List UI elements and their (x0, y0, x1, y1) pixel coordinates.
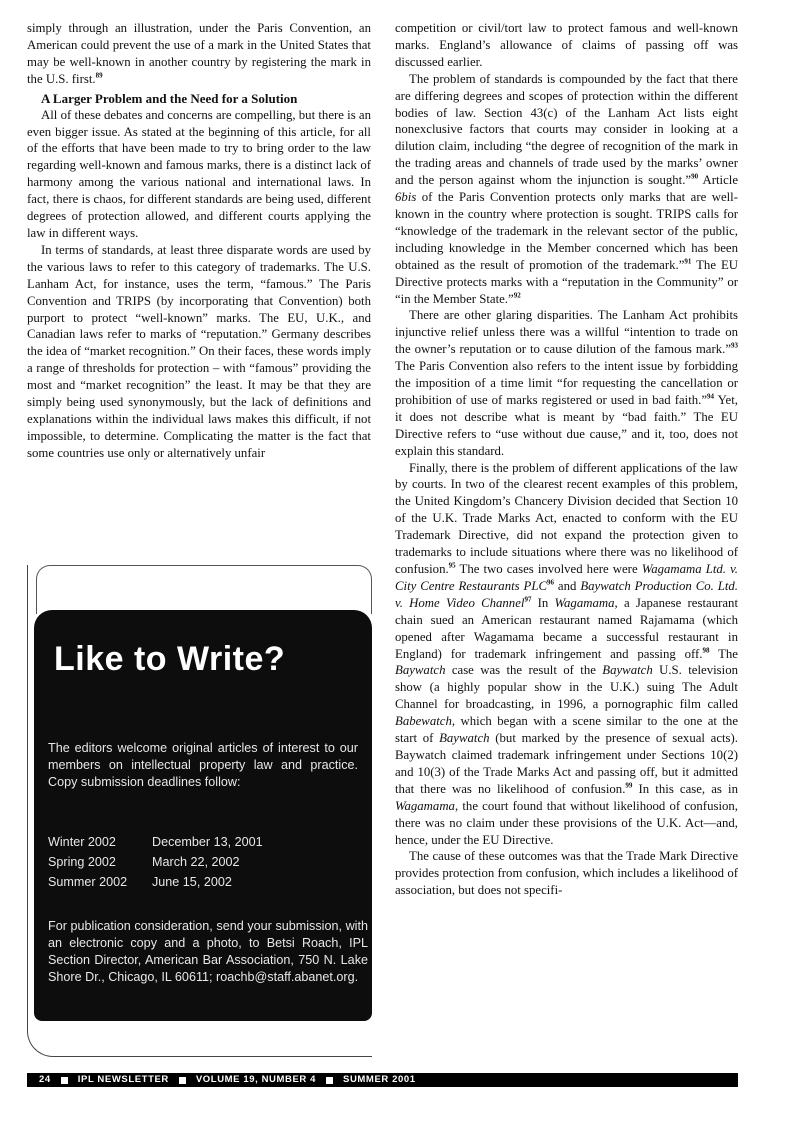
body-paragraph: In terms of standards, at least three disparate words are used by the various laws to refer to this category of trademarks. The U.S. Lanham Act, for instance, uses the term, “famous.” The Paris Convention and TRIPS (by incorporating that Convention) both purport to protect “well-known” marks. The EU, U.K., and Canadian laws refer to marks of “reputation.” Germany describes the idea of “market recognition.” On their faces, these words imply a range of thresholds for protection – with “famous” providing the most and “market recognition” the least. It may be that they are simply being used synonymously, but the lack of definitions and explanations within the individual laws makes this difficult, if not impossible, to determine. Complicating the matter is the fact that some countries use only or alternatively unfair (27, 242, 371, 460)
footnote-ref: 90 (691, 172, 699, 181)
section-heading: A Larger Problem and the Need for a Solution (41, 90, 298, 106)
call-for-articles-panel (34, 610, 372, 1021)
left-column (27, 20, 371, 462)
deadline-date: June 15, 2002 (152, 875, 232, 889)
deadline-row (48, 872, 348, 892)
footnote-ref: 95 (448, 561, 456, 570)
body-paragraph: There are other glaring disparities. The Lanham Act prohibits injunctive relief unless there was a willful “intention to trade on the owner’s reputation or to cause dilution of the famous mark.”$^{93}$ The Paris Convention also refers to the intent issue by forbidding the imposition of a time limit “for requesting the cancellation or prohibition of use of marks registered or used in bad faith.”$^{94}$ Yet, it does not describe what is meant by “bad faith.” The EU Directive refers to “use without due cause,” and it, too, does not explain this standard. (395, 308, 738, 458)
ad-submission-info: For publication consideration, send your submission, with an electronic copy and a photo, to Betsi Roach, IPL Section Director, American Bar Association, 750 N. Lake Shore Dr., Chicago, IL 60611; roachb@staff.abanet.org. (48, 919, 368, 984)
footnote-ref: 89 (95, 71, 103, 80)
page-number: 24 (39, 1074, 51, 1085)
ad-intro: The editors welcome original articles of interest to our members on intellectual property law and practice. Copy submission deadlines follow: (48, 741, 358, 789)
deadline-season: Spring 2002 (48, 855, 116, 869)
body-paragraph: The cause of these outcomes was that the Trade Mark Directive provides protection from confusion, which includes a likelihood of association, but does not specifi- (395, 849, 738, 898)
body-paragraph: The problem of standards is compounded by the fact that there are differing degrees and scopes of protection within the different bodies of law. Section 43(c) of the Lanham Act lists eight nonexclusive factors that courts may consider in looking at a dilution claim, including “the degree of recognition of the mark in the trading areas and channels of trade used by the marks’ owner and the person against whom the injunction is sought.”$^{90}$ Article 6bis of the Paris Convention protects only marks that are well-known in the country where protection is sought. TRIPS calls for “knowledge of the trademark in the relevant sector of the public, including knowledge in the Member concerned which has been obtained as the result of promotion of the trademark.”$^{91}$ The EU Directive protects marks with a “reputation in the Community” or “in the Member State.”$^{92}$ (395, 71, 739, 306)
footnote-ref: 98 (702, 646, 710, 655)
body-paragraph: simply through an illustration, under the Paris Convention, an American could prevent the use of a mark in the United States that may be well-known in another country by registering the mark in the U.S. first.$^{89}$ (27, 21, 371, 86)
deadline-row (48, 832, 348, 852)
square-bullet-icon (179, 1077, 186, 1084)
footnote-ref: 97 (524, 595, 532, 604)
deadline-list (48, 832, 348, 892)
footnote-ref: 91 (684, 257, 692, 266)
footnote-ref: 93 (731, 341, 738, 350)
body-paragraph: Finally, there is the problem of different applications of the law by courts. In two of the clearest recent examples of this problem, the United Kingdom’s Chancery Division decided that Section 10 of the U.K. Trade Marks Act, enacted to conform with the EU Trademark Directive, did not expand the protection given to trademarks to include situations where there was no likelihood of confusion.$^{95}$ The two cases involved here were Wagamama Ltd. v. City Centre Restaurants PLC$^{96}$ and Baywatch Production Co. Ltd. v. Home Video Channel$^{97}$ In Wagamama, a Japanese restaurant chain sued an American restaurant named Rajamama (which opened after Wagamama became a successful restaurant in England) for trademark infringement and passing off.$^{98}$ The Baywatch case was the result of the Baywatch U.S. television show (a highly popular show in the U.K.) suing The Adult Channel for broadcasting, in 1996, a pornographic film called Babewatch, which began with a scene similar to the one at the start of Baywatch (but marked by the presence of sexual acts). Baywatch claimed trademark infringement under Sections 10(2) and 10(3) of the Trade Marks Act and passing off, but it admitted that there was no likelihood of confusion.$^{99}$ In this case, as in Wagamama, the court found that without likelihood of confusion, there was no claim under these provisions of the U.K. Act—and, hence, under the EU Directive. (395, 460, 739, 847)
right-column (395, 20, 738, 899)
deadline-row (48, 852, 348, 872)
square-bullet-icon (326, 1077, 333, 1084)
footnote-ref: 99 (625, 781, 633, 790)
footnote-ref: 94 (707, 392, 715, 401)
body-paragraph: competition or civil/tort law to protect famous and well-known marks. England’s allowance of claims of passing off was discussed earlier. (395, 21, 738, 69)
ad-title: Like to Write? (54, 640, 286, 678)
call-for-articles-box (27, 565, 372, 1057)
square-bullet-icon (61, 1077, 68, 1084)
volume-info: VOLUME 19, NUMBER 4 (195, 1074, 317, 1085)
body-paragraph: All of these debates and concerns are compelling, but there is an even bigger issue. As stated at the beginning of this article, for all of the efforts that have been made to try to bring order to the law regarding well-known and famous marks, there is a distinct lack of harmony among the various national and international laws. In fact, there is chaos, for different standards are being used, different degrees of protection allowed, and different courts applying the law in different ways. (27, 107, 371, 240)
deadline-date: March 22, 2002 (152, 855, 240, 869)
page-footer (27, 1073, 738, 1087)
issue-date: SUMMER 2001 (343, 1074, 416, 1085)
footnote-ref: 92 (513, 291, 521, 300)
deadline-season: Summer 2002 (48, 875, 128, 889)
ad-top-frame (36, 565, 372, 614)
newsletter-name: IPL NEWSLETTER (77, 1074, 169, 1085)
footnote-ref: 96 (547, 578, 555, 587)
deadline-date: December 13, 2001 (152, 835, 263, 849)
deadline-season: Winter 2002 (48, 835, 116, 849)
